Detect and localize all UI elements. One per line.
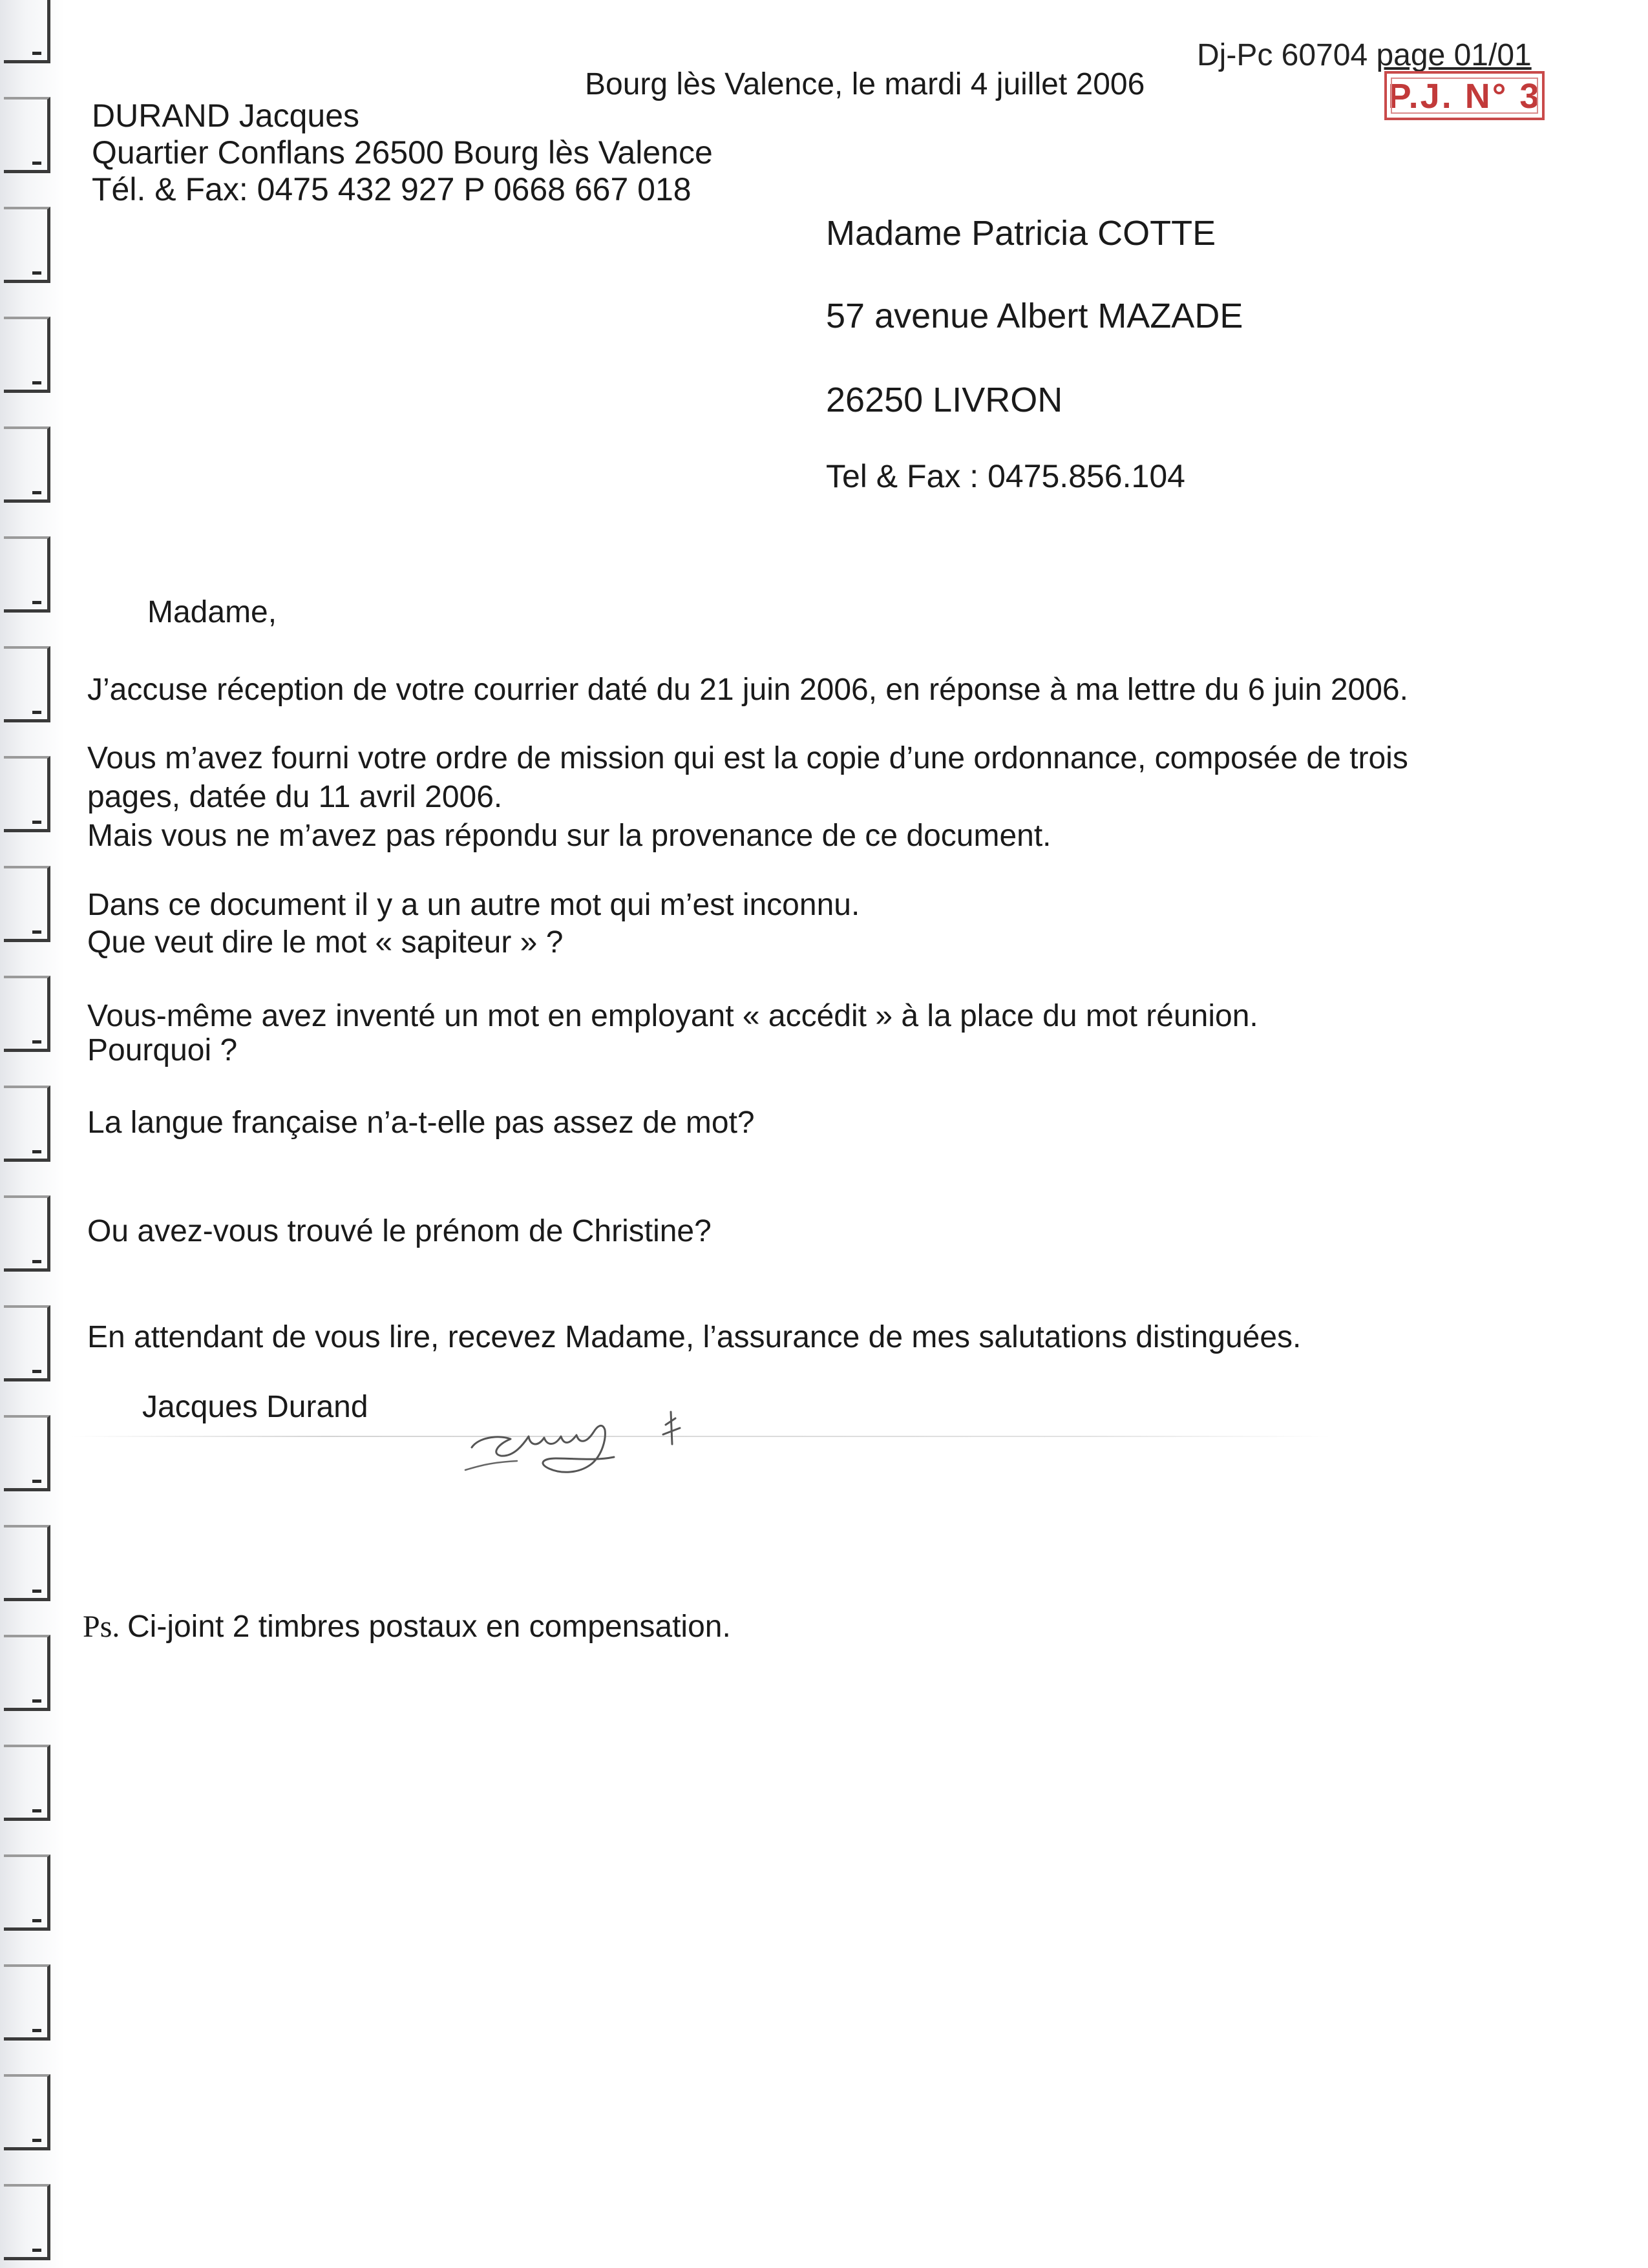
binding-tooth — [4, 1086, 50, 1162]
binding-tooth — [4, 1195, 50, 1272]
paragraph-2-line-1: Vous m’avez fourni votre ordre de mission qui est la copie d’une ordonnance, composée de trois — [87, 741, 1408, 775]
salutation: Madame, — [147, 595, 277, 629]
handwritten-signature — [452, 1399, 698, 1483]
sender-address: Quartier Conflans 26500 Bourg lès Valence — [92, 134, 713, 171]
paragraph-5: La langue française n’a-t-elle pas assez de mot? — [87, 1106, 755, 1140]
date-line: Bourg lès Valence, le mardi 4 juillet 2006 — [585, 67, 1145, 101]
paragraph-6: Ou avez-vous trouvé le prénom de Christine? — [87, 1214, 712, 1248]
sender-phone: Tél. & Fax: 0475 432 927 P 0668 667 018 — [92, 171, 692, 207]
paragraph-1: J’accuse réception de votre courrier daté du 21 juin 2006, en réponse à ma lettre du 6 juin 2006. — [87, 673, 1408, 707]
binding-tooth — [4, 536, 50, 613]
document-reference — [1197, 37, 1532, 73]
binding-tooth — [4, 426, 50, 503]
paragraph-3-line-1: Dans ce document il y a un autre mot qui m’est inconnu. — [87, 888, 860, 922]
binding-tooth — [4, 207, 50, 283]
binding-tooth — [4, 976, 50, 1052]
paragraph-2-line-3: Mais vous ne m’avez pas répondu sur la provenance de ce document. — [87, 819, 1051, 853]
recipient-name: Madame Patricia COTTE — [826, 214, 1216, 253]
binding-tooth — [4, 1305, 50, 1381]
sender-name: DURAND Jacques — [92, 98, 360, 134]
scan-artifact-line — [71, 1436, 1331, 1437]
paragraph-4-line-2: Pourquoi ? — [87, 1033, 238, 1067]
binding-tooth — [4, 1415, 50, 1491]
binding-tooth — [4, 1525, 50, 1601]
binding-tooth — [4, 1964, 50, 2041]
postscript-label: Ps. — [83, 1610, 120, 1644]
binding-tooth — [4, 97, 50, 173]
binding-tooth — [4, 756, 50, 832]
paragraph-2-line-2: pages, datée du 11 avril 2006. — [87, 780, 503, 814]
paragraph-3-line-2: Que veut dire le mot « sapiteur » ? — [87, 925, 564, 960]
binding-tooth — [4, 1635, 50, 1711]
recipient-phone: Tel & Fax : 0475.856.104 — [826, 458, 1185, 494]
paragraph-4-line-1: Vous-même avez inventé un mot en employant « accédit » à la place du mot réunion. — [87, 999, 1258, 1033]
binding-tooth — [4, 2074, 50, 2150]
attachment-stamp: P.J. N° 3 — [1384, 71, 1545, 120]
reference-number: Dj-Pc 60704 — [1197, 38, 1368, 72]
binding-tooth — [4, 646, 50, 722]
recipient-street: 57 avenue Albert MAZADE — [826, 297, 1243, 335]
binding-tooth — [4, 317, 50, 393]
comb-binding — [0, 0, 65, 2268]
binding-tooth — [4, 866, 50, 942]
postscript-text: Ci-joint 2 timbres postaux en compensation. — [127, 1610, 731, 1644]
binding-tooth — [4, 1745, 50, 1821]
binding-tooth — [4, 1854, 50, 1931]
closing-paragraph: En attendant de vous lire, recevez Madame, l’assurance de mes salutations distinguées. — [87, 1320, 1302, 1354]
recipient-city: 26250 LIVRON — [826, 381, 1063, 419]
binding-tooth — [4, 0, 50, 63]
signature-name: Jacques Durand — [142, 1390, 368, 1424]
binding-tooth — [4, 2184, 50, 2260]
page-number: page 01/01 — [1376, 38, 1532, 72]
